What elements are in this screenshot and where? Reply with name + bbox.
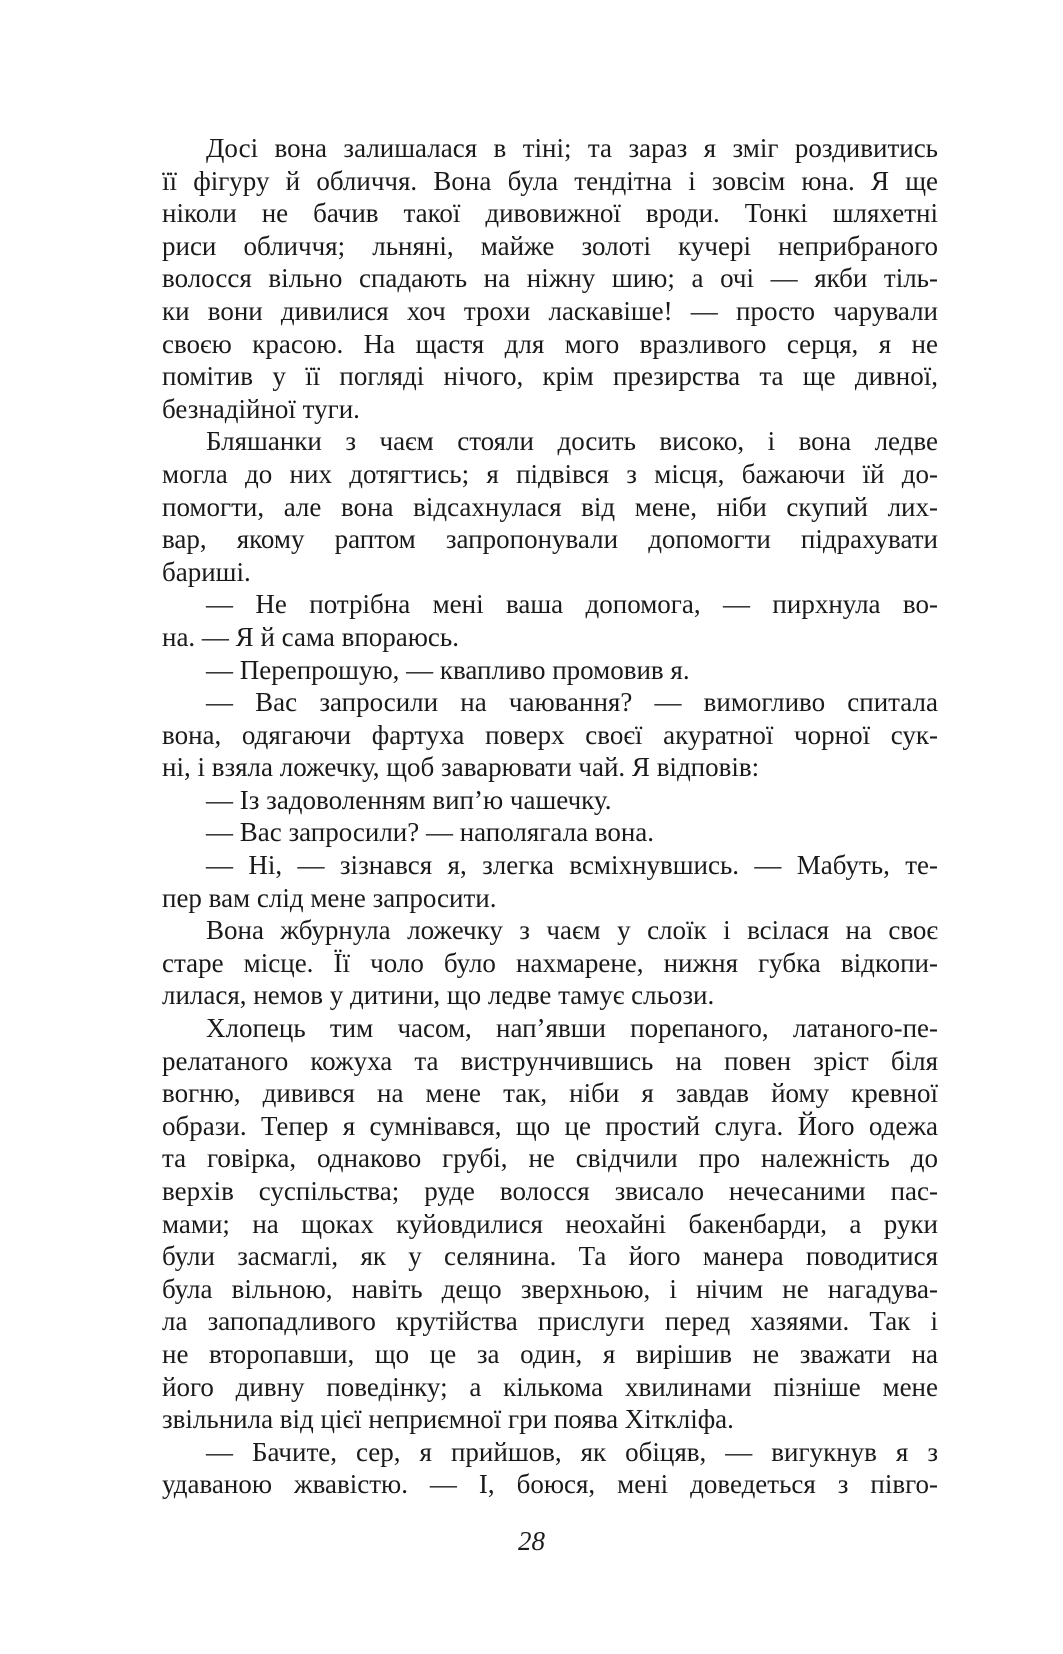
text-line: вона, одягаючи фартуха поверх своєї акуратної чорної сук-	[162, 719, 938, 750]
text-line: на. — Я й сама впораюсь.	[162, 621, 459, 652]
text-line: вогню, дивився на мене так, ніби я завдав йому кревної	[162, 1078, 938, 1109]
text-line: релатаного кожуха та виструнчившись на повен зріст біля	[162, 1045, 938, 1076]
text-line: Вона жбурнула ложечку з чаєм у слоїк і всілася на своє	[206, 915, 938, 946]
text-line: образи. Тепер я сумнівався, що це простий слуга. Його одежа	[162, 1110, 938, 1141]
text-line: — Ні, — зізнався я, злегка всміхнувшись. — Мабуть, те-	[206, 850, 938, 881]
text-line: помітив у її погляді нічого, крім презирства та ще дивної,	[162, 361, 938, 392]
text-line: помогти, але вона відсахнулася від мене, ніби скупий лих-	[162, 491, 938, 522]
text-line: своєю красою. На щастя для мого вразливого серця, я не	[162, 328, 938, 359]
text-line: та говірка, однаково грубі, не свідчили про належність до	[162, 1143, 938, 1174]
text-line: була вільною, навіть дещо зверхньою, і нічим не нагадува-	[162, 1273, 938, 1304]
text-line: — Бачите, сер, я прийшов, як обіцяв, — вигукнув я з	[206, 1436, 938, 1467]
text-line: звільнила від цієї неприємної гри поява Хіткліфа.	[162, 1404, 734, 1435]
text-line: мами; на щоках куйовдилися неохайні бакенбарди, а руки	[162, 1208, 938, 1239]
text-line: Досі вона залишалася в тіні; та зараз я зміг роздивитись	[206, 133, 938, 163]
text-line: — Із задоволенням вип’ю чашечку.	[206, 784, 612, 815]
body-text	[162, 132, 938, 1501]
text-line: його дивну поведінку; а кількома хвилинами пізніше мене	[162, 1371, 938, 1402]
text-line: ла запопадливого крутійства прислуги перед хазяями. Так і	[162, 1306, 938, 1337]
text-line: вар, якому раптом запропонували допомогти підрахувати	[162, 524, 938, 555]
text-line: безнадійної туги.	[162, 393, 360, 424]
text-line: Хлопець тим часом, нап’явши порепаного, латаного-пе-	[206, 1013, 938, 1044]
text-line: ні, і взяла ложечку, щоб заварювати чай. Я відповів:	[162, 752, 760, 783]
text-line: бариші.	[162, 556, 251, 587]
text-line: старе місце. Її чоло було нахмарене, нижня губка відкопи-	[162, 947, 938, 978]
text-line: — Перепрошую, — квапливо промовив я.	[206, 654, 690, 685]
text-line: риси обличчя; льняні, майже золоті кучері неприбраного	[162, 230, 938, 261]
text-line: її фігуру й обличчя. Вона була тендітна і зовсім юна. Я ще	[162, 165, 938, 196]
text-line: верхів суспільства; руде волосся звисало нечесаними пас-	[162, 1176, 938, 1206]
text-line: — Вас запросили на чаювання? — вимогливо спитала	[206, 687, 938, 718]
text-line: удаваною жвавістю. — І, боюся, мені доведеться з півго-	[162, 1469, 938, 1500]
text-line: могла до них дотягтись; я підвівся з місця, бажаючи їй до-	[162, 458, 938, 489]
page-number: 28	[518, 1526, 545, 1556]
text-line: Бляшанки з чаєм стояли досить високо, і вона ледве	[206, 426, 938, 457]
text-line: — Не потрібна мені ваша допомога, — пирхнула во-	[206, 589, 938, 620]
text-line: — Вас запросили? — наполягала вона.	[206, 817, 655, 848]
text-line: волосся вільно спадають на ніжну шию; а очі — якби тіль-	[162, 263, 938, 294]
text-line: лилася, немов у дитини, що ледве тамує сльози.	[162, 980, 715, 1011]
text-line: пер вам слід мене запросити.	[162, 882, 497, 913]
text-line: ніколи не бачив такої дивовижної вроди. Тонкі шляхетні	[162, 198, 938, 229]
text-line: не второпавши, що це за один, я вирішив не зважати на	[162, 1338, 938, 1369]
text-line: ки вони дивилися хоч трохи ласкавіше! — просто чарували	[162, 295, 938, 326]
text-line: були засмаглі, як у селянина. Та його манера поводитися	[162, 1241, 938, 1272]
